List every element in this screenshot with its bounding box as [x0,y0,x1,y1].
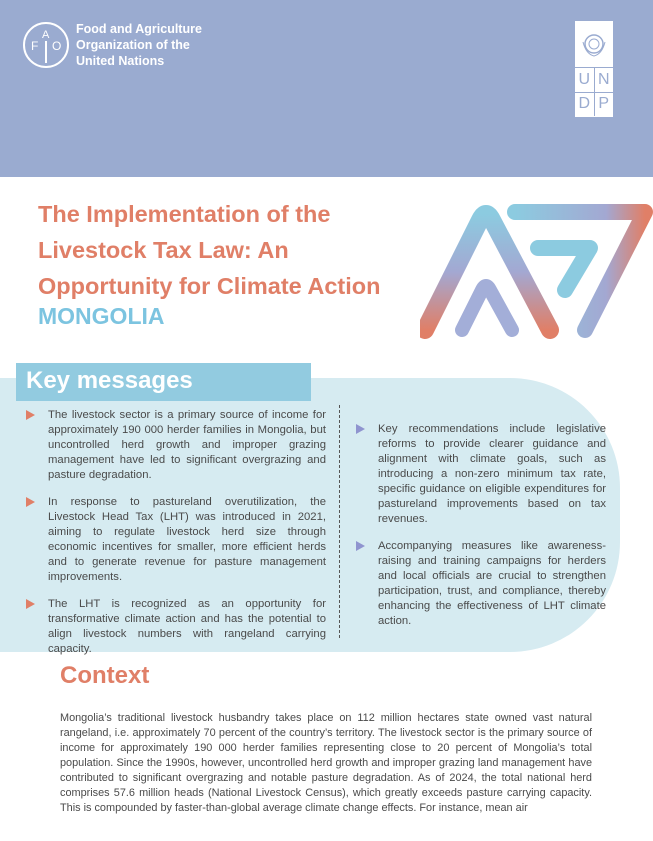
context-paragraph: Mongolia’s traditional livestock husbandry takes place on 112 million hectares state owned vast natural rangeland, i.e. approximately 70 percent of the country’s territory. The livestock sector is the primary source of income for approximately 190 000 herder families representing close to 20 percent of Mongolia’s total population. Since the 1990s, however, uncontrolled herd growth and improper grazing land management have contributed to significant overgrazing and notable pasture degradation. As of 2024, the total national herd comprises 57.6 million heads (National Livestock Census), which greatly exceeds pasture carrying capacity. This is compounded by faster-than-global average climate change effects. For instance, mean air [60,712,592,814]
key-messages-left-list [48,408,326,669]
list-item [48,597,326,657]
fao-logo [22,21,202,69]
triangle-bullet-icon [356,424,365,434]
list-item-text: In response to pastureland overutilization, the Livestock Head Tax (LHT) was introduced in 2021, aiming to regulate livestock herd size through economic incentives for smaller, more efficient herds and to generate revenue for pasture management improvements. [48,496,326,583]
key-messages-heading: Key messages [16,363,311,401]
column-divider [339,405,340,638]
fao-name-line: Food and Agriculture [76,22,202,36]
triangle-bullet-icon [26,410,35,420]
fao-emblem-icon [22,21,70,69]
header-band [0,0,653,177]
list-item-text: Accompanying measures like awareness-raising and training campaigns for herders and local officials are crucial to strengthen participation, trust, and compliance, thereby enhancing the effectiveness of LHT climate action. [378,540,606,627]
triangle-bullet-icon [26,599,35,609]
page-title: The Implementation of the Livestock Tax Law: An Opportunity for Climate Action [38,201,381,299]
undp-letter: P [595,93,614,117]
key-messages-right-list [378,422,606,641]
climate-action-logo-icon [420,190,653,350]
undp-letter: U [575,68,594,92]
undp-logo [575,21,613,117]
fao-name-line: United Nations [76,54,165,68]
list-item-text: The livestock sector is a primary source of income for approximately 190 000 herder families in Mongolia, but uncontrolled herd growth and improper grazing management have led to significant overgrazing and pasture degradation. [48,409,326,481]
list-item [378,539,606,629]
svg-text:F: F [31,39,39,53]
list-item [48,408,326,483]
fao-name-line: Organization of the [76,38,190,52]
list-item [48,495,326,585]
un-emblem-icon [580,30,608,58]
list-item [378,422,606,527]
list-item-text: Key recommendations include legislative reforms to provide clearer guidance and alignment with climate goals, such as introducing a non-zero minimum tax rate, specific guidance on eligible expenditures for pastureland improvements based on tax revenues. [378,423,606,525]
triangle-bullet-icon [356,541,365,551]
list-item-text: The LHT is recognized as an opportunity for transformative climate action and has the potential to align livestock numbers with rangeland carrying capacity. [48,598,326,655]
svg-text:O: O [52,39,62,53]
undp-letter: D [575,93,594,117]
triangle-bullet-icon [26,497,35,507]
svg-text:A: A [42,29,50,41]
undp-letter: N [595,68,614,92]
country-name: MONGOLIA [38,303,165,329]
context-heading: Context [60,662,150,689]
